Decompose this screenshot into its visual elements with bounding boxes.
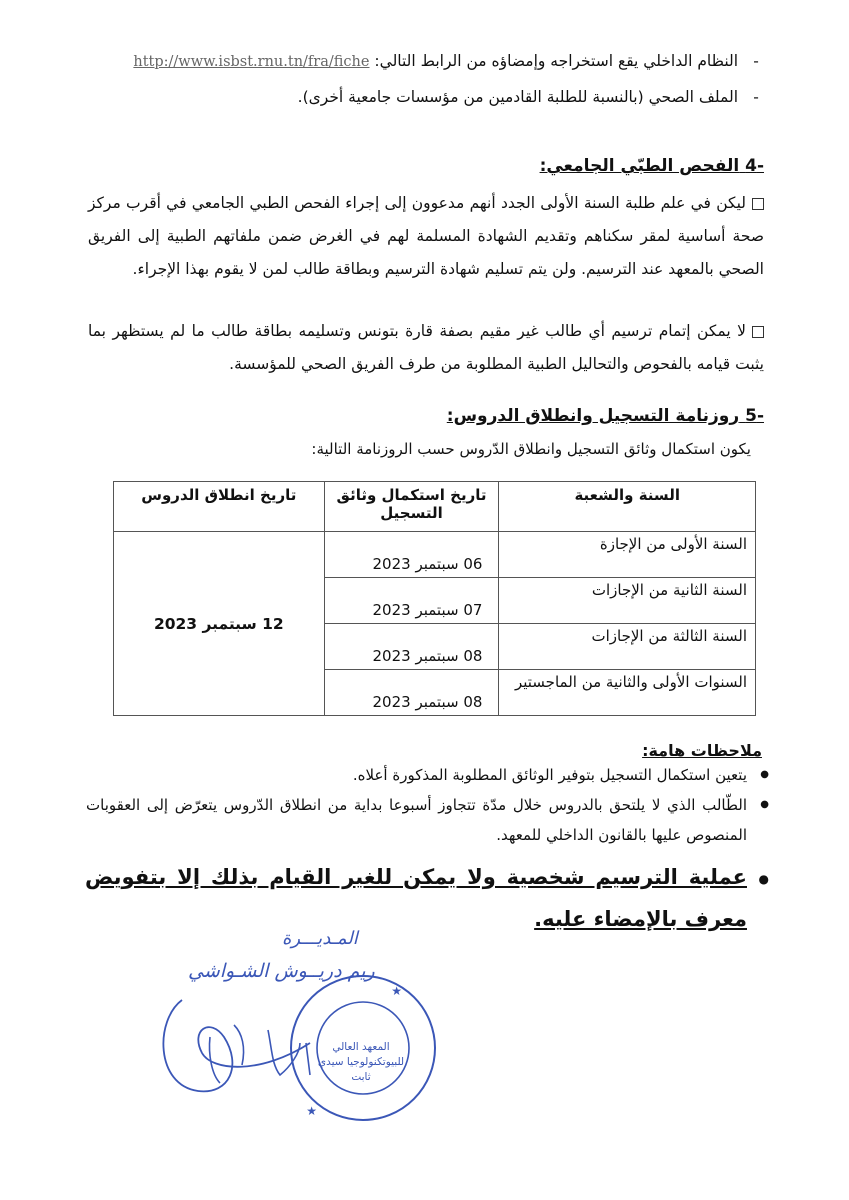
regulations-link[interactable]: http://www.isbst.rnu.tn/fra/fiche <box>133 54 370 70</box>
year-cell: السنة الثانية من الإجازات <box>499 578 756 624</box>
notes-list <box>86 760 769 850</box>
notes-title: ملاحظات هامة: <box>642 741 762 760</box>
section5-title: روزنامة التسجيل وانطلاق الدروس: <box>446 406 740 426</box>
notes-item: ● يتعين استكمال التسجيل بتوفير الوثائق المطلوبة المذكورة أعلاه. <box>86 760 769 790</box>
signature-stroke <box>163 1000 310 1091</box>
stamp-inner-text: المعهد العالي للبيوتكنولوجيا سيدي ثابت <box>317 1041 405 1083</box>
header-completion: تاريخ استكمال وثائق التسجيل <box>324 482 499 532</box>
completion-date-cell: 07 سبتمبر 2023 <box>324 578 499 624</box>
medical-file-text: الملف الصحي (بالنسبة للطلبة القادمين من مؤسسات جامعية أخرى). <box>297 88 739 106</box>
table-header-row <box>114 482 756 532</box>
header-year: السنة والشعبة <box>499 482 756 532</box>
section5-heading <box>447 406 764 426</box>
signature-name: ريم دريــوش الشـواشي <box>188 960 375 982</box>
year-cell: السنوات الأولى والثانية من الماجستير <box>499 670 756 716</box>
medical-file-line <box>80 86 769 109</box>
dash-marker: - <box>753 52 759 70</box>
svg-text:★: ★ <box>391 984 402 998</box>
completion-date-cell: 06 سبتمبر 2023 <box>324 532 499 578</box>
notes-item: ● الطّالب الذي لا يلتحق بالدروس خلال مدّة تتجاوز أسبوعا بداية من انطلاق الدّروس يتعرّض إلى العقوبات المنصوص عليها بالقانون الداخلي للمعهد. <box>86 790 769 850</box>
section4-bullet2-text: لا يمكن إتمام ترسيم أي طالب غير مقيم بصفة قارة بتونس وتسليمه بطاقة طالب ما لم يستظهر بما يثبت قيامه بالفحوص والتحاليل الطبية المطلوبة من طرف الفريق الصحي للمؤسسة. <box>88 322 764 373</box>
svg-text:★: ★ <box>306 1104 317 1118</box>
section4-bullet1 <box>88 187 764 286</box>
dash-marker: - <box>753 88 759 106</box>
section4-number: -4 <box>745 156 764 176</box>
year-cell: السنة الأولى من الإجازة <box>499 532 756 578</box>
calendar-table <box>113 481 756 716</box>
section5-number: -5 <box>745 406 764 426</box>
regulations-text: النظام الداخلي يقع استخراجه وإمضاؤه من الرابط التالي: <box>374 52 739 70</box>
year-cell: السنة الثالثة من الإجازات <box>499 624 756 670</box>
section4-title: الفحص الطبّي الجامعي: <box>539 156 740 176</box>
header-start: تاريخ انطلاق الدروس <box>114 482 325 532</box>
regulations-line <box>80 50 769 74</box>
start-date-cell: 12 سبتمبر 2023 <box>114 532 325 716</box>
emphasis-text: عملية الترسيم شخصية ولا يمكن للغير القيام بذلك إلا بتفويض معرف بالإمضاء عليه. <box>85 865 747 931</box>
section4-bullet2 <box>88 315 764 381</box>
bullet-icon: ● <box>758 872 769 886</box>
checkbox-bullet-icon <box>752 198 764 210</box>
checkbox-bullet-icon <box>752 326 764 338</box>
table-row <box>114 532 756 578</box>
signature-stamp-graphic <box>150 925 440 1145</box>
section4-heading <box>540 156 764 176</box>
signature-title: المـديـــرة <box>282 928 358 949</box>
section4-bullet1-text: ليكن في علم طلبة السنة الأولى الجدد أنهم مدعوون إلى إجراء الفحص الطبي الجامعي في أقرب مركز صحة أساسية لمقر سكناهم وتقديم الشهادة المسلمة لهم في الغرض ضمن ملفاتهم الطبية إلى الفريق الصحي بالمعهد عند الترسيم. ولن يتم تسليم شهادة الترسيم وبطاقة طالب لمن لا يقوم بهذا الإجراء. <box>88 194 764 278</box>
section5-intro: يكون استكمال وثائق التسجيل وانطلاق الدّروس حسب الروزنامة التالية: <box>311 440 751 458</box>
completion-date-cell: 08 سبتمبر 2023 <box>324 670 499 716</box>
completion-date-cell: 08 سبتمبر 2023 <box>324 624 499 670</box>
